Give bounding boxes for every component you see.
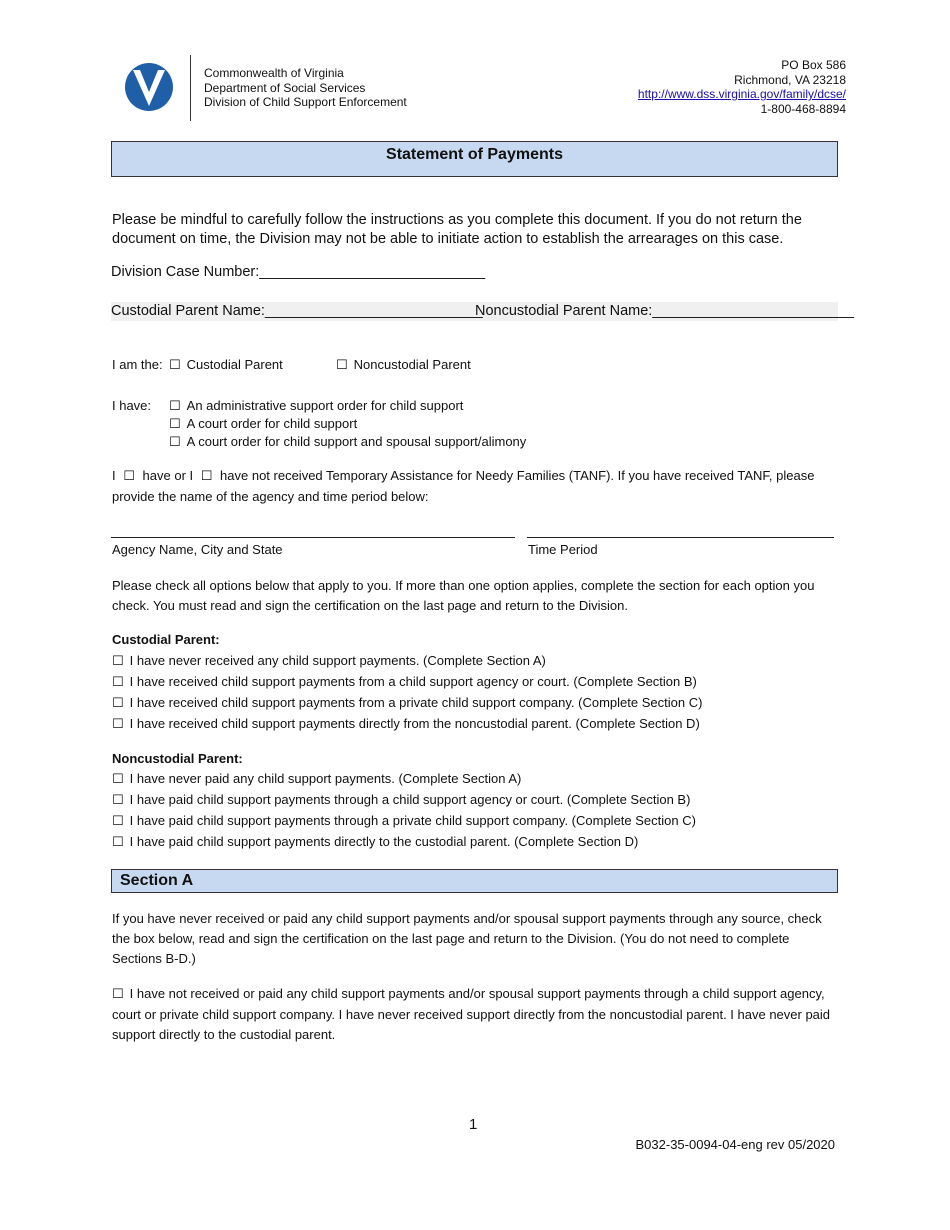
- checkbox[interactable]: ☐: [112, 835, 124, 850]
- website-link[interactable]: http://www.dss.virginia.gov/family/dcse/: [637, 87, 846, 101]
- option-label: I have never paid any child support payments. (Complete Section A): [129, 771, 522, 786]
- i-have-option[interactable]: [169, 397, 463, 415]
- tanf-paragraph: [112, 466, 838, 507]
- option-label: I have received child support payments directly from the noncustodial parent. (Complete Section D): [129, 716, 700, 731]
- i-have-option[interactable]: [169, 433, 526, 451]
- noncustodial-option[interactable]: [112, 791, 690, 809]
- custodial-name-field[interactable]: Custodial Parent Name:___________________________: [111, 303, 483, 319]
- tanf-have-checkbox[interactable]: ☐: [123, 469, 135, 484]
- agency-block: [204, 66, 407, 110]
- checkbox[interactable]: ☐: [169, 417, 181, 432]
- tanf-prefix: I: [112, 468, 116, 483]
- checkbox[interactable]: ☐: [169, 435, 181, 450]
- option-label: I have paid child support payments directly to the custodial parent. (Complete Section D): [129, 834, 639, 849]
- option-label: I have received child support payments from a private child support company. (Complete Section C): [129, 695, 703, 710]
- checkbox[interactable]: ☐: [112, 717, 124, 732]
- custodial-option[interactable]: [112, 673, 697, 691]
- option-label: I have received child support payments from a child support agency or court. (Complete Section B): [129, 674, 697, 689]
- intro-paragraph: Please be mindful to carefully follow the instructions as you complete this document. If you do not return the document on time, the Division may not be able to initiate action to establish the arrearages on this case.: [112, 212, 802, 247]
- checkbox[interactable]: ☐: [169, 358, 181, 373]
- page-title: Statement of Payments: [111, 141, 838, 177]
- noncustodial-heading: Noncustodial Parent:: [112, 751, 243, 766]
- vdss-logo: [124, 62, 174, 112]
- i-have-label: I have:: [112, 398, 152, 413]
- agency-label: Agency Name, City and State: [112, 542, 283, 557]
- section-a-instructions: If you have never received or paid any child support payments and/or spousal support payments through any source, check the box below, read and sign the certification on the last page and return to the Division. (You do not need to complete Sections B-D.): [112, 911, 822, 966]
- check-all-paragraph: Please check all options below that apply to you. If more than one option applies, complete the section for each option you check. You must read and sign the certification on the last page and return to the Division.: [112, 578, 815, 613]
- option-label: Custodial Parent: [186, 357, 283, 372]
- checkbox[interactable]: ☐: [336, 358, 348, 373]
- section-a-certification-text: I have not received or paid any child support payments and/or spousal support payments through a child support agency, court or private child support company. I have never received support directly from the noncustodial parent. I have never paid support directly to the custodial parent.: [112, 986, 831, 1042]
- custodial-option[interactable]: [112, 715, 700, 733]
- section-a-certification: [112, 984, 838, 1045]
- option-label: Noncustodial Parent: [353, 357, 471, 372]
- agency-line: Division of Child Support Enforcement: [204, 95, 407, 109]
- tanf-have-text: have or I: [142, 468, 194, 483]
- page-number: 1: [469, 1116, 478, 1133]
- i-am-option[interactable]: [169, 356, 283, 374]
- i-am-label: I am the:: [112, 357, 163, 372]
- option-label: A court order for child support and spousal support/alimony: [186, 434, 527, 449]
- option-label: I have paid child support payments through a child support agency or court. (Complete Section B): [129, 792, 691, 807]
- agency-line: Commonwealth of Virginia: [204, 66, 344, 80]
- noncustodial-option[interactable]: [112, 770, 521, 788]
- option-label: An administrative support order for child support: [186, 398, 464, 413]
- address-line: PO Box 586: [781, 58, 846, 72]
- period-label: Time Period: [528, 542, 598, 557]
- period-signature-line[interactable]: [527, 537, 834, 538]
- tanf-rest-text: have not received Temporary Assistance for Needy Families (TANF). If you have received TANF, please provide the name of the agency and time period below:: [112, 468, 815, 504]
- checkbox[interactable]: ☐: [112, 654, 124, 669]
- checkbox[interactable]: ☐: [112, 793, 124, 808]
- tanf-have-not-checkbox[interactable]: ☐: [200, 469, 213, 484]
- option-label: I have paid child support payments through a private child support company. (Complete Section C): [129, 813, 696, 828]
- header-divider: [190, 55, 191, 121]
- phone-number: 1-800-468-8894: [760, 101, 846, 116]
- checkbox[interactable]: ☐: [112, 696, 124, 711]
- section-a-checkbox[interactable]: ☐: [112, 987, 124, 1002]
- section-a-header: Section A: [111, 869, 838, 893]
- option-label: I have never received any child support payments. (Complete Section A): [129, 653, 546, 668]
- agency-line: Department of Social Services: [204, 80, 366, 95]
- custodial-option[interactable]: [112, 694, 702, 712]
- i-am-option[interactable]: [336, 356, 471, 374]
- noncustodial-option[interactable]: [112, 833, 638, 851]
- agency-signature-line[interactable]: [111, 537, 515, 538]
- form-id: B032-35-0094-04-eng rev 05/2020: [635, 1137, 835, 1152]
- custodial-heading: Custodial Parent:: [112, 632, 220, 647]
- checkbox[interactable]: ☐: [112, 772, 124, 787]
- custodial-option[interactable]: [112, 652, 546, 670]
- noncustodial-name-field[interactable]: Noncustodial Parent Name:_________________________: [475, 303, 854, 319]
- noncustodial-option[interactable]: [112, 812, 696, 830]
- checkbox[interactable]: ☐: [112, 675, 124, 690]
- address-line: Richmond, VA 23218: [734, 72, 846, 87]
- checkbox[interactable]: ☐: [169, 399, 181, 414]
- case-number-field[interactable]: Division Case Number:____________________________: [111, 264, 486, 280]
- checkbox[interactable]: ☐: [112, 814, 124, 829]
- option-label: A court order for child support: [186, 416, 358, 431]
- address-block: [638, 58, 846, 116]
- i-have-option[interactable]: [169, 415, 357, 433]
- parent-names-row: [111, 302, 854, 321]
